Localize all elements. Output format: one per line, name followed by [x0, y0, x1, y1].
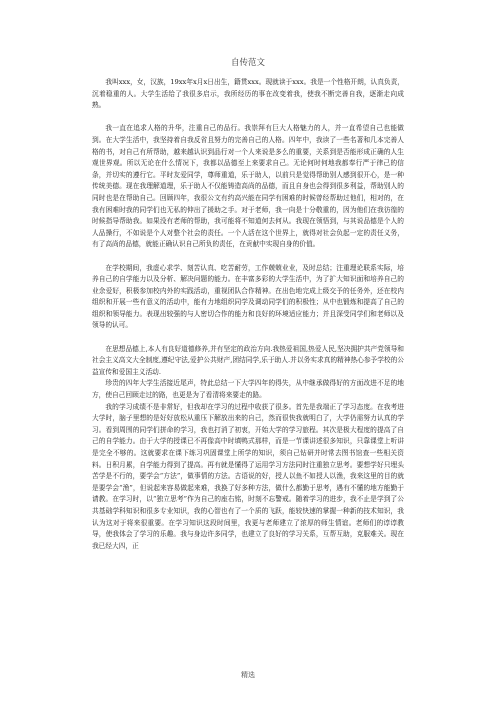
paragraph-study: 我的学习成绩不是非常好，但我却在学习的过程中收获了很多。首先是我端正了学习态度。在我考进大学时，脑子里想的是好好放松从重压下解放出来的自己，然而很快我就明白了，大学仍需努力认真的学习。看到周围的同学们拼命的学习，我也打消了初衷，开始大学的学习旅程。其次是极大程度的提高了自己的自学能力。由于大学的授课已不再像高中时填鸭式那样，而是一节课讲述很多知识，只靠课堂上听讲是完全不够的。这就要求在课下练习巩固课堂上所学的知识，须自己钻研并时常去图书馆查一些相关资料。日积月累，自学能力得到了提高。再有就是懂得了运用学习方法同时注重独立思考。要想学好只埋头苦学是不行的，要学会“方法”，做事情的方法。古语说的好，授人以鱼不如授人以渔，我来这里的目的就是要学会“渔”，但说起来容易做起来难，我换了好多种方法，做什么都勤于思考，遇有不懂的地方能勤于请教。在学习时，以“独立思考”作为自己的座右铭，时刻不忘警戒。随着学习的进步，我不止是学到了公共基础学科知识和很多专业知识，我的心智也有了一个质的飞跃，能较快速的掌握一种新的技术知识，我认为这对于将来很重要。在学习知识这段时间里，我更与老师建立了浓厚的师生情谊。老师们的谆谆教导，使我体会了学习的乐趣。我与身边许多同学，也建立了良好的学习关系，互帮互助，克服难关。现在我已经大四，正 — [92, 402, 404, 550]
page-footer-label: 精选 — [241, 671, 255, 679]
paragraph-character: 我一直在追求人格的升华，注重自己的品行。我崇拜有巨大人格魅力的人，并一直希望自己也能做到。在大学生活中，我坚持着自我反省且努力的完善自己的人格。四年中，我读了一些名著和几本完善人格的书，对自己有所帮助，越来越认识到品行对一个人来说是多么的重要，关系到是否能形成正确的人生观世界观。所以无论在什么情况下，我都以品德至上来要求自己。无论何时何地我都奉行严于律己的信条，并切实的遵行它。平时友爱同学，尊师重道，乐于助人，以前只是觉得帮助别人感到很开心，是一种传统美德。现在我理解道理，乐于助人不仅能铸造高尚的品德，而且自身也会得到很多利益，帮助别人的同时也是在帮助自己。回顾四年，我很公文有约高兴能在同学有困难的时候曾经帮助过他们，相对的，在我有困难时我的同学们也无私的伸出了援助之手。对于老师，我一向是十分敬重的，因为他们在我彷徨的时候指导帮助我。如果没有老师的帮助，我可能将不知道何去何从。我现在领悟到，与其说品德是个人的人品操行，不如说是个人对整个社会的责任。一个人活在这个世界上，就得对社会负起一定的责任义务，有了高尚的品德，就能正确认识自己所负的责任，在贡献中实现自身的价值。 — [92, 124, 404, 249]
paragraph-moral: 在思想品德上,本人有良好道德修养,并有坚定的政治方向.我热爱祖国,热爱人民,坚决拥护共产党领导和社会主义高文大全制度,遵纪守法,爱护公共财产,团结同学,乐于助人.并以务实求真的精神热心参予学校的公益宣传和爱国主义活动. — [92, 344, 404, 376]
document-body — [92, 77, 404, 552]
paragraph-school: 在学校期间，我虚心求学、刻苦认真、吃苦耐劳，工作兢兢业业，及时总结；注重理论联系实际，培养自己的自学能力以及分析、解决问题的能力。在丰富多彩的大学生活中，为了扩大知识面和培养自己的业余爱好，积极参加校内外的实践活动，重视团队合作精神。在出色地完成上级交予的任务外，还在校内组织和开展一些有意义的活动中，能有力地组织同学及调动同学们的积极性；从中也锻炼和提高了自己的组织和领导能力。表现出较强的与人密切合作的能力和良好的环境适应能力；并且深受同学们和老师以及领导的认可。 — [92, 263, 404, 330]
paragraph-intro: 我叫xxx，女，汉族，19xx年x月x日出生，籍贯xxx。现就读于xxx。我是一个性格开朗，认真负责，沉着稳重的人。大学生活给了我很多启示，我所经历的事在改变着我，使我不断完善自我，逐渐走向成熟。 — [92, 78, 404, 110]
paragraph-summary: 珍贵的四年大学生活接近尾声，特此总结一下大学四年的得失，从中继承做得好的方面改进不足的地方，使自己回顾走过的路，也更是为了看清将来要走的路。 — [92, 379, 404, 400]
page-title: 自传范文 — [230, 58, 265, 68]
